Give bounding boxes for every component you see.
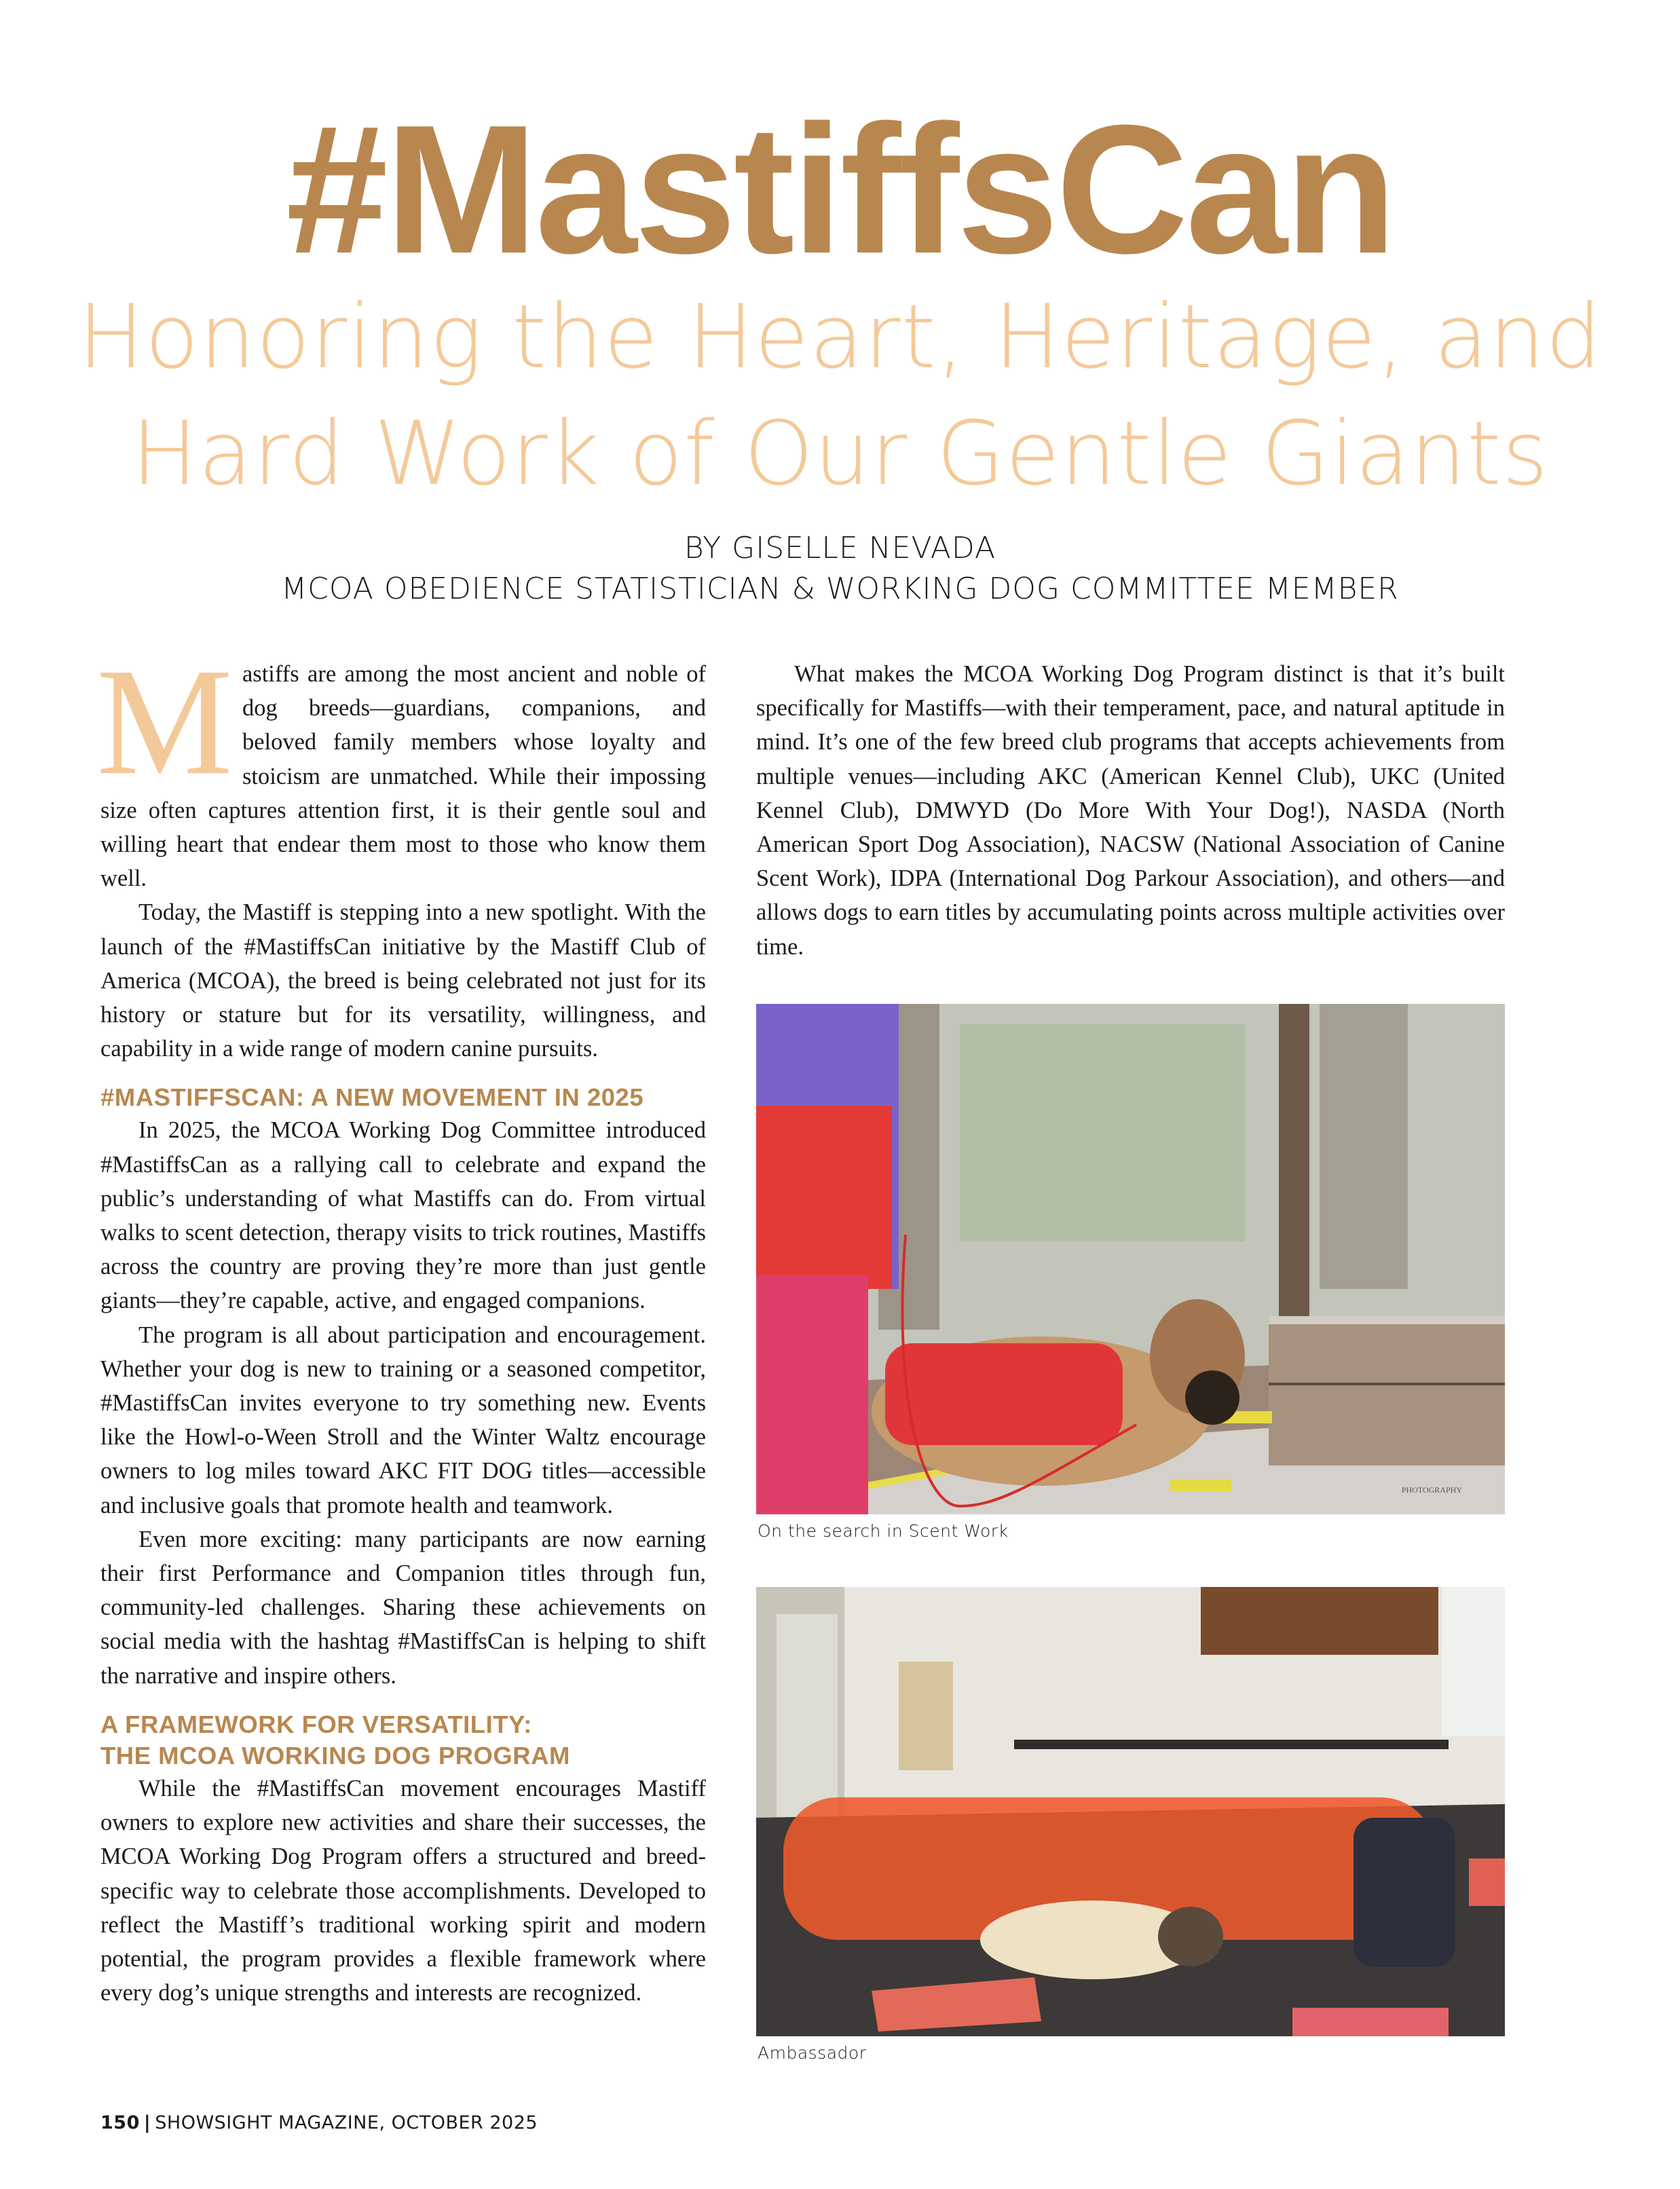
photo-watermark: PHOTOGRAPHY [1401,1485,1462,1495]
carpet-tile-red [1292,2008,1449,2036]
table-top [1014,1740,1449,1749]
photo-caption: Ambassador [758,2043,867,2063]
footer-separator: | [143,2112,151,2133]
handler-vest [756,1106,892,1289]
page-number: 150 [100,2112,140,2133]
page-subtitle [0,278,1680,512]
article-paragraph: What makes the MCOA Working Dog Program distinct is that it’s built specifically for Mastiffs—with their temperament, pace, and natural aptitude in mind. It’s one of the few breed club programs that accepts achievements from multiple venues—including AKC (American Kennel Club), UKC (United Kennel Club), DMWYD (Do More With Your Dog!), NASDA (North American Sport Dog Association), NACSW (National Association of Canine Scent Work), IDPA (International Dog Parkour Association), and others—and allows dogs to earn titles by accumulating points across multiple activities over time. [756,661,1505,960]
window [1442,1587,1505,1736]
wooden-box [1269,1316,1505,1465]
plywood-board [899,1662,953,1770]
box-top [1269,1316,1505,1324]
section-heading [100,1709,706,1772]
photo-ambassador [756,1587,1505,2036]
tree-trunk [1320,1004,1408,1289]
page-footer [100,2112,538,2133]
author-name: BY GISELLE NEVADA [684,531,996,565]
section-heading: #MASTIFFSCAN: A NEW MOVEMENT IN 2025 [100,1083,644,1112]
section-heading-line: A FRAMEWORK FOR VERSATILITY: [100,1710,532,1738]
photo-scent-work [756,1004,1505,1514]
article-paragraph: Today, the Mastiff is stepping into a new spotlight. With the launch of the #MastiffsCan initiative by the Mastiff Club of America (MCOA), the breed is being celebrated not just for its history or stature but for its versatility, willingness, and capability in a wide range of modern canine pursuits. [100,899,706,1062]
section-heading-line: THE MCOA WORKING DOG PROGRAM [100,1741,570,1770]
article-column-left [96,637,706,2010]
drop-cap: M [96,637,233,806]
byline [0,528,1680,610]
grass-field [960,1024,1245,1241]
subtitle-line: Honoring the Heart, Heritage, and [77,285,1603,388]
scent-work-illustration [756,1004,1505,1514]
author-role: MCOA OBEDIENCE STATISTICIAN & WORKING DOG COMMITTEE MEMBER [281,572,1399,606]
handler-pants [756,1275,868,1514]
article-paragraph [96,637,706,895]
page-title: #MastiffsCan [286,88,1394,292]
article-paragraph: In 2025, the MCOA Working Dog Committee introduced #MastiffsCan as a rallying call to celebrate and expand the public’s understanding of what Mastiffs can do. From virtual walks to scent detection, therapy visits to trick routines, Mastiffs across the country are proving they’re more than just gentle giants—they’re capable, active, and engaged companions. [100,1117,706,1314]
photo-caption: On the search in Scent Work [758,1521,1009,1541]
subtitle-line: Hard Work of Our Gentle Giants [131,402,1549,505]
article-paragraph: While the #MastiffsCan movement encourages Mastiff owners to explore new activities and share their successes, the MCOA Working Dog Program offers a structured and breed-specific way to celebrate those accomplishments. Developed to reflect the Mastiff’s traditional working spirit and modern potential, the program provides a flexible framework where every dog’s unique strengths and interests are recognized. [100,1775,706,2006]
paragraph-text: astiffs are among the most ancient and noble of dog breeds—guardians, companions, and beloved family members whose loyalty and stoicism are unmatched. While their impossing size often captures attention first, it is their gentle soul and willing heart that endear them most to those who know them well. [100,661,706,892]
wood-cabinets [1201,1587,1438,1655]
article-column-right [756,657,1505,964]
ambassador-illustration [756,1587,1505,2036]
carpet-tile-red [1469,1858,1505,1906]
step-yellow [1170,1479,1231,1491]
child-jacket [1354,1818,1455,1967]
wooden-post [1279,1004,1309,1316]
article-paragraph: Even more exciting: many participants are now earning their first Performance and Companion titles through fun, community-led challenges. Sharing these achievements on social media with the hashtag #MastiffsCan is helping to shift the narrative and inspire others. [100,1526,706,1689]
mastiff-muzzle [1185,1370,1239,1425]
mastiff-head [1158,1907,1223,1966]
publication-name: SHOWSIGHT MAGAZINE, OCTOBER 2025 [155,2112,538,2133]
dog-coat [885,1343,1123,1445]
article-paragraph: The program is all about participation and encouragement. Whether your dog is new to training or a seasoned competitor, #MastiffsCan invites everyone to try something new. Events like the Howl-o-Ween Stroll and the Winter Waltz encourage owners to log miles toward AKC FIT DOG titles—accessible and inclusive goals that promote health and teamwork. [100,1322,706,1518]
